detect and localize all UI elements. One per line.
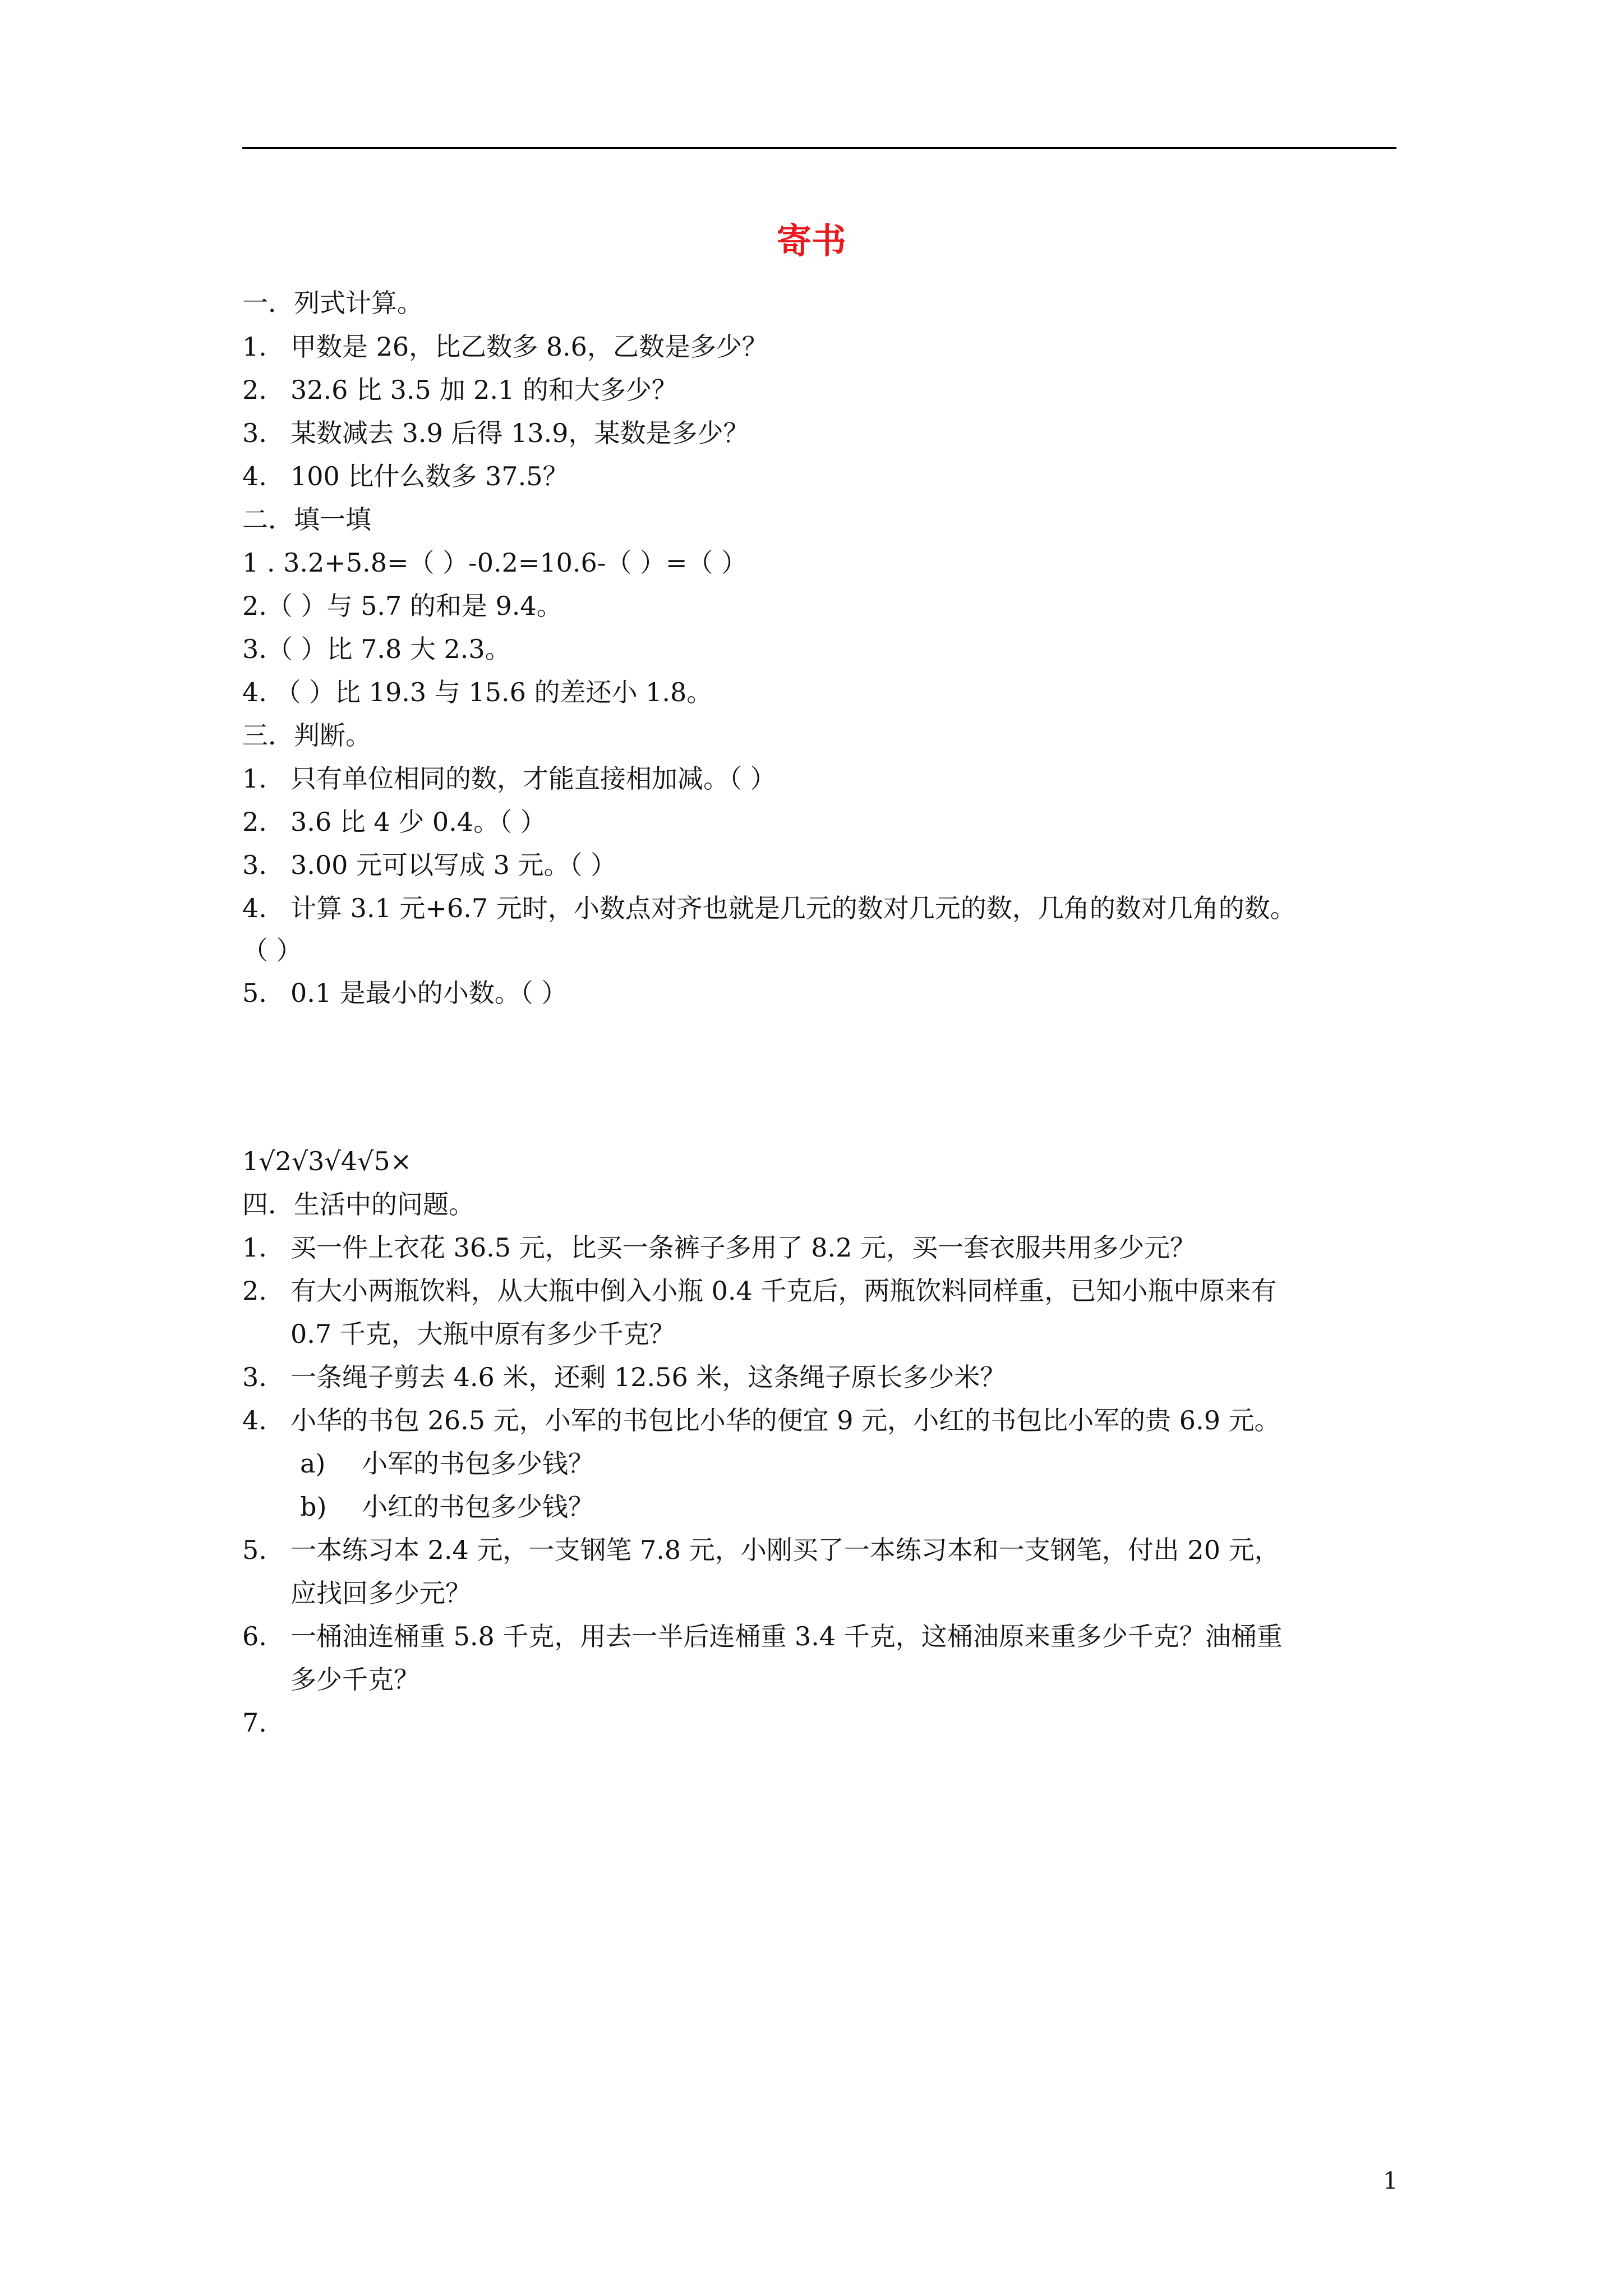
item-number: 3. bbox=[242, 418, 267, 448]
page-number: 1 bbox=[1383, 2167, 1398, 2194]
item-text: 小华的书包 26.5 元，小军的书包比小华的便宜 9 元，小红的书包比小军的贵 6.9 元。 bbox=[291, 1405, 1280, 1435]
page-title: 寄书 bbox=[776, 220, 846, 261]
item-text: 100 比什么数多 37.5？ bbox=[291, 461, 569, 491]
item-number: 5. bbox=[242, 978, 267, 1008]
sub-item-number: a) bbox=[300, 1448, 326, 1479]
list-item: 2.（ ）与 5.7 的和是 9.4。 bbox=[242, 591, 562, 621]
item-number: 4. bbox=[242, 893, 267, 923]
list-item bbox=[242, 976, 567, 1010]
item-text: 一本练习本 2.4 元，一支钢笔 7.8 元，小刚买了一本练习本和一支钢笔，付出 20 元， bbox=[291, 1535, 1280, 1565]
item-continuation: （ ） bbox=[242, 935, 302, 965]
item-number: 1. bbox=[242, 1232, 267, 1263]
list-item: 4. （ ）比 19.3 与 15.6 的差还小 1.8。 bbox=[242, 677, 713, 707]
item-number: 2. bbox=[242, 807, 267, 837]
item-text: 一桶油连桶重 5.8 千克，用去一半后连桶重 3.4 千克，这桶油原来重多少千克？油桶重 bbox=[291, 1621, 1283, 1651]
list-item bbox=[242, 1274, 1276, 1308]
sub-item bbox=[300, 1447, 594, 1480]
list-item bbox=[242, 1619, 1283, 1653]
item-text: 3.00 元可以写成 3 元。（ ） bbox=[291, 850, 617, 880]
section3-heading: 三．判断。 bbox=[242, 720, 371, 751]
list-item: 3.（ ）比 7.8 大 2.3。 bbox=[242, 634, 511, 664]
item-text: 只有单位相同的数，才能直接相加减。（ ） bbox=[291, 763, 776, 794]
sub-item-text: 小红的书包多少钱？ bbox=[362, 1492, 594, 1522]
list-item bbox=[242, 373, 677, 407]
sub-item bbox=[300, 1490, 594, 1524]
sub-item-text: 小军的书包多少钱？ bbox=[362, 1448, 594, 1479]
item-continuation: 多少千克？ bbox=[291, 1664, 419, 1695]
item-text: 买一件上衣花 36.5 元，比买一条裤子多用了 8.2 元，买一套衣服共用多少元？ bbox=[291, 1232, 1196, 1263]
list-item bbox=[242, 330, 768, 364]
sub-item-number: b) bbox=[300, 1492, 327, 1522]
item-text: 计算 3.1 元+6.7 元时，小数点对齐也就是几元的数对几元的数，几角的数对几角的数。 bbox=[291, 893, 1296, 923]
list-item bbox=[242, 762, 776, 795]
section1-heading: 一．列式计算。 bbox=[242, 288, 423, 318]
item-text: 0.1 是最小的小数。（ ） bbox=[291, 978, 568, 1008]
item-continuation: 应找回多少元？ bbox=[291, 1578, 471, 1608]
item-number: 4. bbox=[242, 1405, 267, 1435]
item-text: 甲数是 26，比乙数多 8.6，乙数是多少？ bbox=[291, 332, 768, 362]
answer-key: 1√2√3√4√5× bbox=[242, 1146, 412, 1176]
item-number: 5. bbox=[242, 1535, 267, 1565]
list-item bbox=[242, 891, 1296, 925]
item-number: 6. bbox=[242, 1621, 267, 1651]
list-item bbox=[242, 1533, 1280, 1567]
item-text: 32.6 比 3.5 加 2.1 的和大多少？ bbox=[291, 375, 677, 405]
section2-heading: 二．填一填 bbox=[242, 504, 371, 535]
list-item bbox=[242, 1706, 291, 1740]
item-text: 3.6 比 4 少 0.4。（ ） bbox=[291, 807, 546, 837]
item-text: 有大小两瓶饮料，从大瓶中倒入小瓶 0.4 千克后，两瓶饮料同样重，已知小瓶中原来有 bbox=[291, 1276, 1277, 1306]
item-text: 一条绳子剪去 4.6 米，还剩 12.56 米，这条绳子原长多少米？ bbox=[291, 1362, 1006, 1392]
item-number: 3. bbox=[242, 850, 267, 880]
list-item bbox=[242, 459, 568, 493]
item-number: 2. bbox=[242, 1276, 267, 1306]
item-number: 7. bbox=[242, 1708, 267, 1738]
item-number: 2. bbox=[242, 375, 267, 405]
list-item bbox=[242, 805, 546, 839]
item-text: 某数减去 3.9 后得 13.9，某数是多少？ bbox=[291, 418, 749, 448]
item-number: 3. bbox=[242, 1362, 267, 1392]
list-item bbox=[242, 416, 749, 450]
item-number: 4. bbox=[242, 461, 267, 491]
item-number: 1. bbox=[242, 763, 267, 794]
list-item: 1 . 3.2+5.8=（ ）-0.2=10.6-（ ）=（ ） bbox=[242, 547, 748, 578]
section4-heading: 四．生活中的问题。 bbox=[242, 1189, 474, 1220]
list-item bbox=[242, 1404, 1280, 1437]
item-number: 1. bbox=[242, 332, 267, 362]
list-item bbox=[242, 1231, 1196, 1264]
item-continuation: 0.7 千克，大瓶中原有多少千克？ bbox=[291, 1319, 675, 1349]
list-item bbox=[242, 1360, 1006, 1394]
header-rule bbox=[242, 147, 1396, 149]
list-item bbox=[242, 848, 616, 882]
